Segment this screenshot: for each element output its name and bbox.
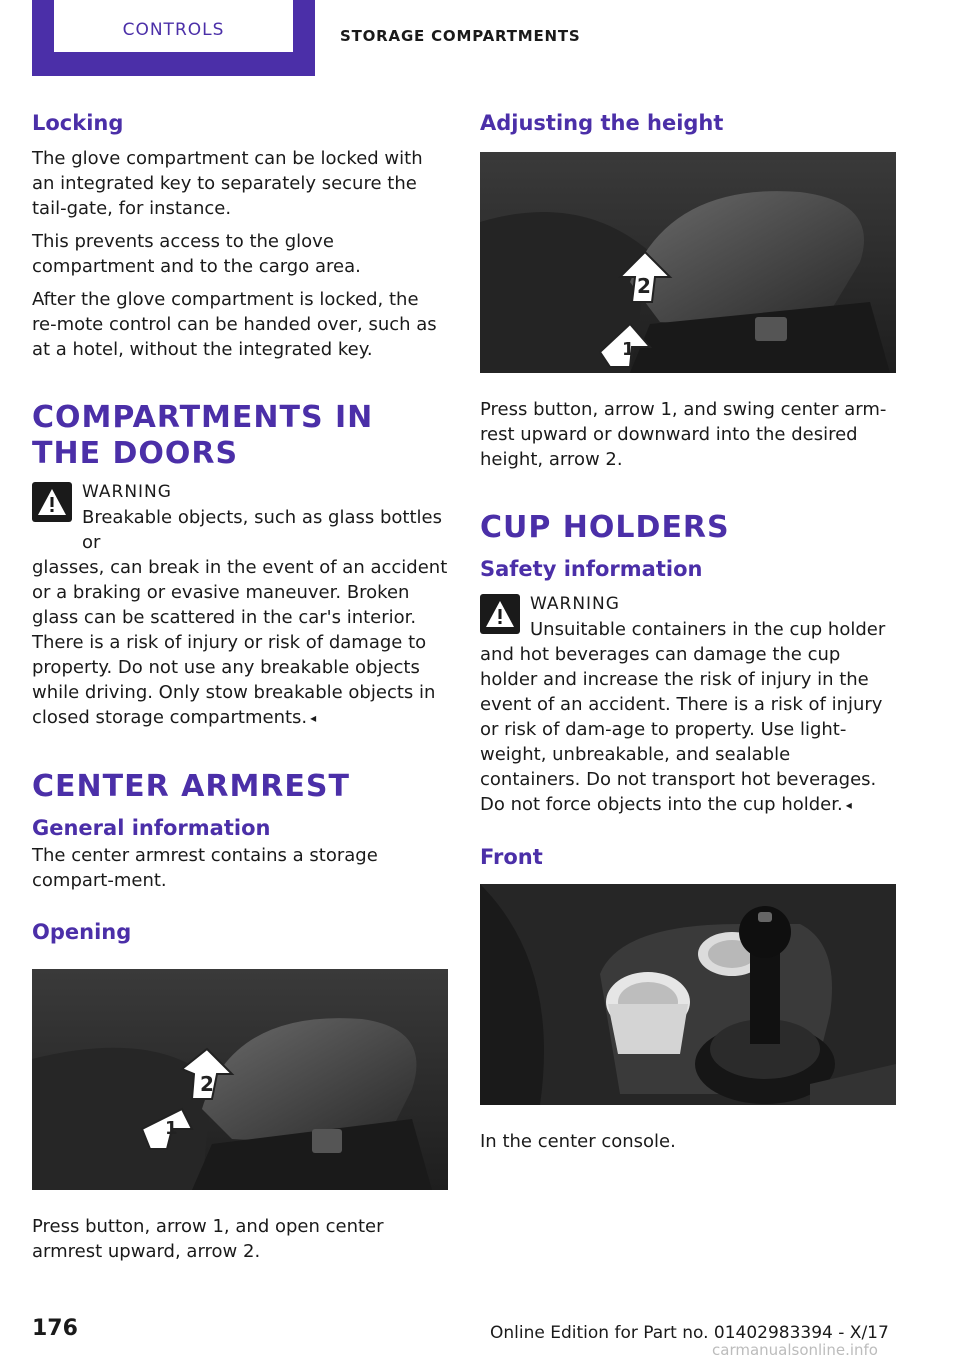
warning-first-line: Breakable objects, such as glass bottles or <box>82 507 442 553</box>
locking-paragraph-2: This prevents access to the glove compartment and to the cargo area. <box>32 231 361 277</box>
svg-text:1: 1 <box>622 339 635 360</box>
front-caption: In the center console. <box>480 1131 676 1152</box>
page-header <box>0 0 960 48</box>
opening-caption: Press button, arrow 1, and open center armrest upward, arrow 2. <box>32 1216 384 1262</box>
arrow-2-label: 2 <box>200 1072 214 1096</box>
height-heading: Adjusting the height <box>480 111 724 135</box>
warning-title: WARNING <box>82 482 172 502</box>
left-column <box>32 108 448 1264</box>
warning-body: and hot beverages can damage the cup holder and increase the risk of injury in the event of an accident. There is a risk of injury or risk of dam‐age to property. Use light-weight, unbreakable, and sealable containers. Do not transport hot beverages. Do not force objects into the cup holder. <box>480 644 883 815</box>
general-info-heading: General information <box>32 816 271 840</box>
edition-note: Online Edition for Part no. 01402983394 - X/17 <box>490 1323 889 1343</box>
chapter-tab-label: CONTROLS <box>122 20 225 40</box>
doors-warning <box>32 480 448 731</box>
warning-first-line: Unsuitable containers in the cup holder <box>530 619 886 640</box>
opening-heading: Opening <box>32 920 132 944</box>
cup-holder-photo <box>480 884 896 1105</box>
armrest-heading: CENTER ARMREST <box>32 769 350 804</box>
chapter-tab[interactable] <box>32 0 315 76</box>
warning-title: WARNING <box>530 594 620 614</box>
watermark[interactable]: carmanualsonline.info <box>712 1341 878 1359</box>
locking-paragraph-1: The glove compartment can be locked with an integrated key to separately secure the tail‐gate, for instance. <box>32 148 423 219</box>
warning-body: glasses, can break in the event of an accident or a braking or evasive maneuver. Broken glass can be scattered in the car's interior. There is a risk of injury or risk of damage to property. Do not use any breakable objects while driving. Only stow breakable objects in closed storage compartments. <box>32 557 448 728</box>
cup-warning <box>480 592 896 818</box>
general-info-paragraph: The center armrest contains a storage compart‐ment. <box>32 845 378 891</box>
right-column <box>480 108 896 1154</box>
height-caption: Press button, arrow 1, and swing center arm‐rest upward or downward into the desired height, arrow 2. <box>480 399 887 470</box>
end-mark-icon: ◂ <box>845 798 852 812</box>
armrest-height-photo <box>480 152 896 373</box>
doors-heading: COMPARTMENTS IN THE DOORS <box>32 400 374 471</box>
safety-info-heading: Safety information <box>480 557 703 581</box>
warning-triangle-icon <box>480 594 520 634</box>
front-heading: Front <box>480 845 543 869</box>
svg-text:2: 2 <box>637 274 651 298</box>
cup-holders-heading: CUP HOLDERS <box>480 510 730 545</box>
arrow-1-label: 1 <box>165 1118 178 1139</box>
locking-heading: Locking <box>32 111 124 135</box>
warning-triangle-icon <box>32 482 72 522</box>
end-mark-icon: ◂ <box>310 711 317 725</box>
page-number: 176 <box>32 1316 78 1341</box>
locking-paragraph-3: After the glove compartment is locked, the re‐mote control can be handed over, such as at a hotel, without the integrated key. <box>32 289 437 360</box>
armrest-opening-photo <box>32 969 448 1190</box>
section-title: STORAGE COMPARTMENTS <box>340 27 581 45</box>
